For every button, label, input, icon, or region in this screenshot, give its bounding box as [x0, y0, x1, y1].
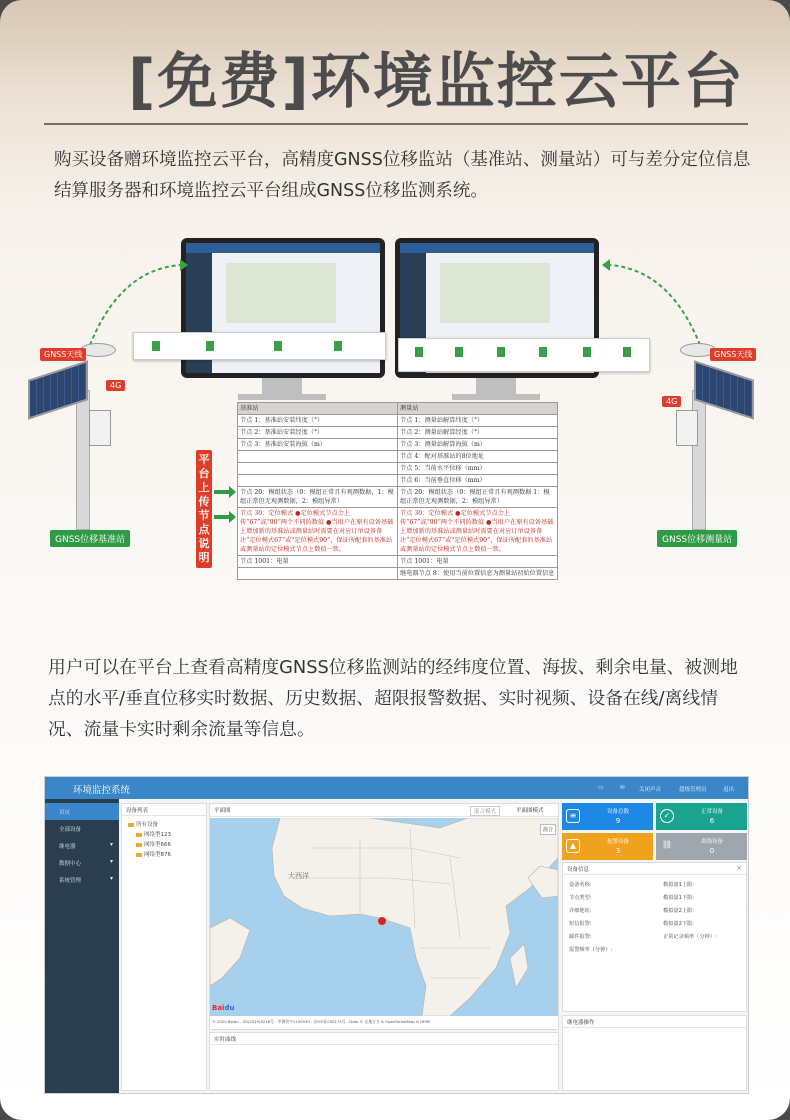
table-cell: 节点 1：基准站安装纬度（°）	[238, 415, 398, 427]
map-panel	[209, 803, 559, 1030]
map-title: 平面图	[210, 804, 558, 817]
table-cell: 节点 1001：电量	[238, 556, 398, 568]
folder-icon	[136, 833, 142, 837]
antenna-tag-right: GNSS天线	[710, 348, 756, 361]
info-field: 详细地址:	[569, 908, 592, 914]
map-attribution: © 2020 Baidu - GS(2019)5218号 - 甲测资字1100930 - 京ICP证030173号 - Data © 长地万方 & OpenStreetMap & HERE	[212, 1019, 431, 1024]
world-map[interactable]	[210, 818, 558, 1016]
table-cell: 节点 3：测量站解算海拔（m）	[398, 439, 558, 451]
info-field: 报警频率（分钟）:	[569, 947, 613, 953]
table-cell	[238, 475, 398, 487]
feature-paragraph: 用户可以在平台上查看高精度GNSS位移监测站的经纬度位置、海拔、剩余电量、被测地点的水平/垂直位移实时数据、历史数据、超限报警数据、实时视频、设备在线/离线情况、流量卡实时剩余流量等信息。	[48, 657, 738, 740]
table-header: 测量站	[398, 403, 558, 415]
message-icon[interactable]: ✉	[620, 785, 625, 791]
table-cell: 节点 20：模组状态（0：模组正常且有观测数据，1：模组正常但无观测数据，2：模组异常）	[238, 487, 398, 508]
logout-link[interactable]: 退出	[723, 787, 735, 793]
realtime-chart-panel	[209, 1032, 559, 1091]
upload-arrow-left	[80, 250, 190, 350]
device-info-panel	[562, 862, 747, 1012]
africa-map	[210, 818, 558, 1016]
chevron-down-icon: ▾	[109, 841, 113, 848]
table-cell	[238, 568, 398, 580]
chart-title: 实时曲线	[210, 1033, 558, 1045]
4g-tag-left: 4G	[106, 380, 125, 391]
stat-alarm-devices[interactable]: ▲ 报警设备 3	[562, 833, 653, 860]
map-layer-toggle[interactable]: 混合	[540, 824, 556, 835]
stat-offline-devices[interactable]: ⛓ 离线设备 0	[656, 833, 747, 860]
intro-paragraph: 购买设备赠环境监控云平台，高精度GNSS位移监站（基准站、测量站）可与差分定位信息结算服务器和环境监控云平台组成GNSS位移监测系统。	[54, 150, 751, 201]
antenna-tag-left: GNSS天线	[40, 348, 86, 361]
info-field: 邮件报警:	[569, 934, 592, 940]
table-cell: 节点 30：定位模式 ●定位模式节点会上传“67”或“90”两个不同的数值 ●当用户在原有设备基础上增加新的基准站或测量站时需要在对应订单设备备注“定位模式67”或“定位模式90”，保证所配套的基准站或测量站的定位模式节点上数值一致。	[238, 508, 398, 556]
check-icon: ✓	[660, 809, 674, 823]
table-cell: 节点 1：测量站解算纬度（°）	[398, 415, 558, 427]
table-cell: 节点 20：模组状态（0：模组正常且有观测数据 1：模组正常但无观测数据，2：模组异常）	[398, 487, 558, 508]
info-field: 正常记录频率（分钟）:	[663, 934, 717, 940]
database-icon: ≡	[566, 809, 580, 823]
table-cell: 节点 1001：电量	[398, 556, 558, 568]
sidebar-item-data-center[interactable]: 数据中心 ▾	[59, 858, 113, 867]
tree-root[interactable]: 所有设备	[128, 820, 158, 828]
link-broken-icon: ⛓	[661, 840, 673, 849]
table-cell: 节点 2：测量站解算经度（°）	[398, 427, 558, 439]
ocean-label: 大西洋	[288, 872, 309, 880]
table-cell: 节点 4：配对基准站的8位地址	[398, 451, 558, 463]
upload-arrow-right	[600, 250, 710, 350]
alarm-icon: ▲	[566, 839, 580, 853]
close-icon[interactable]: ×	[736, 864, 742, 872]
chevron-down-icon: ▾	[109, 858, 113, 865]
sidebar-item-system[interactable]: 系统管理 ▾	[59, 875, 113, 884]
chevron-down-icon: ▾	[109, 875, 113, 882]
relay-title: 继电器操作	[563, 1016, 746, 1028]
table-cell: 节点 5：当前水平位移（mm）	[398, 463, 558, 475]
table-cell	[238, 451, 398, 463]
info-field: 设备名称:	[569, 882, 592, 888]
arrow-icon	[214, 515, 230, 519]
page-title: [免费]环境监控云平台	[128, 47, 745, 117]
sound-toggle[interactable]: 关闭声音	[639, 787, 662, 793]
info-field: 模拟量2下限:	[663, 921, 694, 927]
folder-icon	[136, 843, 142, 847]
control-box-right	[676, 410, 698, 446]
stat-normal-devices[interactable]: ✓ 正常设备 6	[656, 803, 747, 830]
table-cell: 节点 3：基准站安装海拔（m）	[238, 439, 398, 451]
info-field: 模拟量1上限:	[663, 882, 694, 888]
table-cell: 节点 2：基准站安装经度（°）	[238, 427, 398, 439]
node-table	[237, 402, 558, 580]
device-list-title: 设备列表	[122, 804, 206, 816]
base-station-pole	[76, 390, 90, 530]
info-field: 短信报警:	[569, 921, 592, 927]
tree-group[interactable]: 网络型876	[136, 850, 171, 858]
control-box-left	[89, 410, 111, 446]
relay-panel	[562, 1015, 747, 1091]
user-menu[interactable]: 超级管理员	[679, 787, 707, 793]
stat-total-devices[interactable]: ≡ 设备总数 9	[562, 803, 653, 830]
table-header: 基准站	[238, 403, 398, 415]
app-topbar	[45, 777, 749, 799]
screen-icon[interactable]: ▭	[598, 785, 604, 791]
measure-station-caption: GNSS位移测量站	[657, 530, 737, 547]
device-list-panel	[121, 803, 207, 1091]
sidebar-item-relay[interactable]: 继电器 ▾	[59, 841, 113, 850]
sidebar-item-devices[interactable]: 全部设备	[59, 827, 82, 833]
info-field: 模拟量1下限:	[663, 895, 694, 901]
node-description-label: 平台上传节点说明	[196, 450, 212, 568]
tree-group[interactable]: 网络型123	[136, 830, 171, 838]
table-cell: 继电器节点 8：使用当前位置信息为测量站初始位置信息	[398, 568, 558, 580]
platform-screenshot	[44, 776, 749, 1094]
tree-group[interactable]: 网络型666	[136, 840, 171, 848]
arrow-icon	[214, 490, 230, 494]
folder-icon	[128, 823, 134, 827]
map-mode-plane[interactable]: 平面图模式	[516, 808, 544, 814]
4g-tag-right: 4G	[662, 396, 681, 407]
base-station-caption: GNSS位移基准站	[50, 530, 130, 547]
folder-icon	[136, 853, 142, 857]
app-title: 环境监控系统	[73, 785, 131, 796]
table-cell: 节点 6：当前垂直位移（mm）	[398, 475, 558, 487]
table-cell	[238, 463, 398, 475]
sidebar	[45, 799, 119, 1094]
map-mode-hybrid[interactable]: 混合模式	[470, 806, 500, 816]
table-cell: 节点 30：定位模式 ●定位模式节点会上传“67”或“90”两个不同的数值 ●当用户在原有设备基础上增加新的基准站或测量站时需要在对应订单设备备注“定位模式67”或“定位模式90”，保证所配套的基准站或测量站的定位模式节点上数值一致。	[398, 508, 558, 556]
baidu-logo: Baidu	[212, 1004, 235, 1012]
title-divider	[44, 123, 748, 125]
info-field: 节点类型:	[569, 895, 592, 901]
sidebar-item-home[interactable]: 首页	[45, 803, 119, 820]
device-info-title: 设备信息	[563, 863, 746, 875]
info-field: 模拟量2上限:	[663, 908, 694, 914]
